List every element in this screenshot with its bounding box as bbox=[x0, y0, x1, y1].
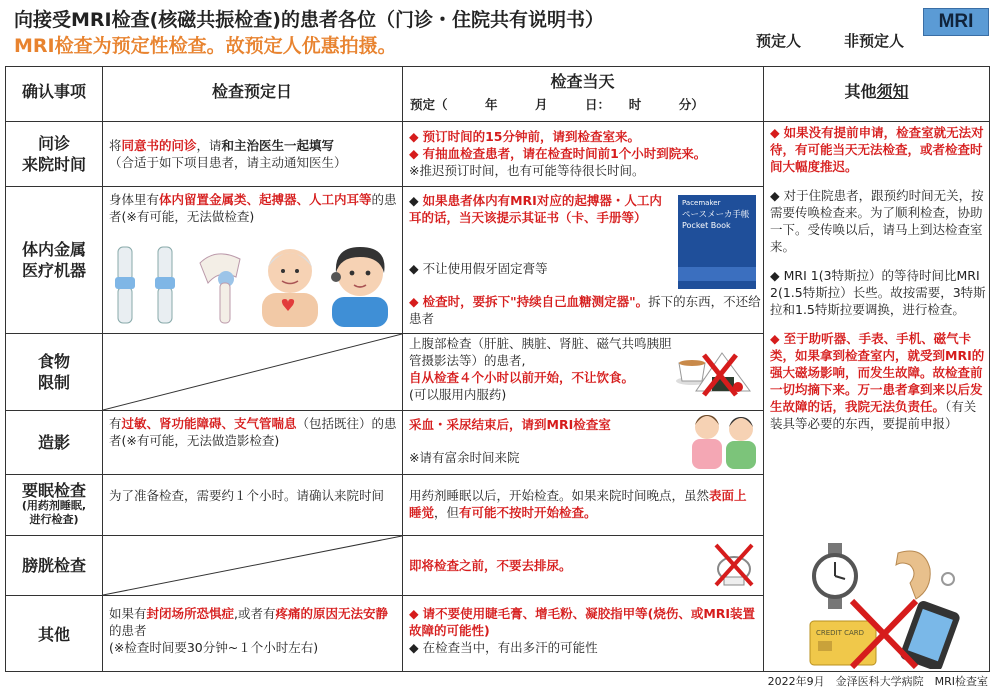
contrast-scheduled: 有过敏、肾功能障碍、支气管喘息（包括既往）的患者(※有可能，无法做造影检查) bbox=[109, 416, 397, 448]
sedation-day: 用药剂睡眠以后，开始检查。如果来院时间晚点，虽然表面上睡觉，但有可能不按时开始检查。 bbox=[409, 488, 747, 520]
col-header-scheduled: 检查预定日 bbox=[211, 82, 292, 101]
col-header-day: 检查当天 bbox=[550, 72, 615, 91]
option-walkin: 非预定人 bbox=[844, 32, 905, 50]
pacemaker-handbook-image: Pacemaker ペースメーカ手帳 Pocket Book bbox=[678, 195, 756, 289]
visit-scheduled: 将同意书的问诊，请和主治医生一起填写 （合适于如下项目患者，请主动通知医生） bbox=[109, 138, 347, 170]
row-label-food: 食物 限制 bbox=[37, 352, 70, 392]
info-table bbox=[5, 66, 990, 672]
implant-illustrations bbox=[110, 243, 396, 329]
option-reserved: 预定人 bbox=[756, 32, 802, 50]
credit-card-label: CREDIT CARD bbox=[816, 629, 865, 637]
food-day: 上腹部检查（肝脏、胰脏、肾脏、磁气共鸣胰胆管摄影法等）的患者, 自从检查４个小时以前开始，不让饮食。 (可以服用内服药) bbox=[409, 336, 672, 402]
page-subtitle: MRI检查为预定性检查。故预定人优惠拍摄。 bbox=[14, 35, 397, 57]
toilet-icon bbox=[718, 557, 750, 585]
col-header-item: 确认事项 bbox=[21, 82, 86, 101]
metal-day-2: ◆ 不让使用假牙固定膏等 bbox=[409, 261, 548, 276]
other-scheduled: 如果有封闭场所恐惧症,或者有疼痛的原因无法安静的患者 (※检查时间要30分钟~１个小时左右) bbox=[109, 606, 389, 655]
knee-implant-icon bbox=[155, 247, 175, 323]
metal-day-1: ◆ 如果患者体内有MRI对应的起搏器・人工内耳的话，当天该提示其证书（卡、手册等） bbox=[409, 193, 662, 225]
contrast-day-1: 采血・采尿结束后，请到MRI检查室 bbox=[409, 417, 611, 432]
col-header-other: 其他须知 bbox=[844, 82, 909, 101]
hip-implant-icon bbox=[200, 254, 240, 323]
watch-icon bbox=[814, 543, 856, 609]
prohibited-items-illustration bbox=[806, 543, 982, 669]
credit-card-icon bbox=[810, 621, 876, 665]
sedation-scheduled: 为了准备检查，需要约１个小时。请确认来院时间 bbox=[109, 488, 385, 503]
knee-implant-icon bbox=[115, 247, 135, 323]
mri-badge: MRI bbox=[923, 8, 989, 36]
row-label-other: 其他 bbox=[37, 624, 70, 644]
empty-cell-slash bbox=[103, 334, 402, 410]
row-label-visit: 问诊 来院时间 bbox=[21, 134, 86, 174]
bladder-day: 即将检查之前，不要去排尿。 bbox=[409, 558, 572, 573]
empty-cell-slash bbox=[103, 536, 402, 595]
row-label-sedation: 要眠检查 (用药剂睡眠, 进行检查) bbox=[21, 481, 87, 526]
cochlear-implant-boy-icon bbox=[331, 247, 388, 327]
row-label-metal: 体内金属 医疗机器 bbox=[21, 240, 86, 280]
row-label-contrast: 造影 bbox=[37, 433, 70, 452]
hearing-aid-icon bbox=[896, 551, 954, 599]
no-toilet-illustration bbox=[712, 541, 756, 589]
page-title: 向接受MRI检查(核磁共振检查)的患者各位（门诊・住院共有说明书） bbox=[14, 9, 604, 31]
contrast-day-2: ※请有富余时间来院 bbox=[409, 450, 520, 465]
metal-scheduled: 身体里有体内留置金属类、起搏器、人工内耳等的患者(※有可能，无法做检查) bbox=[109, 192, 397, 224]
metal-day-3: ◆ 检查时，要拆下"持续自己血糖测定器"。拆下的东西，不还给患者 bbox=[409, 294, 761, 326]
footer-credit: 2022年9月 金泽医科大学病院 MRI检查室 bbox=[767, 675, 988, 688]
other-day: ◆ 请不要使用睫毛膏、增毛粉、凝胶指甲等(烧伤、或MRI装置故障的可能性) ◆ 在检查当中，有出多汗的可能性 bbox=[409, 606, 756, 655]
no-food-illustration bbox=[674, 347, 760, 399]
pacemaker-patient-icon bbox=[262, 249, 318, 327]
visit-day: ◆ 预订时间的15分钟前，请到检查室来。 ◆ 有抽血检查患者，请在检查时间前1个小时到院来。 ※推迟预订时间，也有可能等待很长时间。 bbox=[409, 129, 707, 178]
nurse-icon bbox=[692, 415, 722, 469]
notes-column: ◆ 如果没有提前申请，检查室就无法对待，有可能当天无法检查，或者检查时间大幅度推迟。 ◆ 对于住院患者，跟预约时间无关，按需要传唤检查来。为了顺利检查，协助一下。受传唤以后，请马上到达检查室来。 ◆ MRI 1(3特斯拉）的等待时间比MRI 2(1.5特斯拉）长些。故按需要，3特斯拉和1.5特斯拉要调换，进行检查。 ◆ 至于助听器、手表、手机、磁气卡类，如果拿到检查室内，就受到MRI的强大磁场影响，而发生故障。故检查前一切均摘下来。万一患者拿到来以后发生故障的话，我院无法负责任。（有关装具等必要的东西，要提前申报） bbox=[770, 125, 986, 431]
row-label-bladder: 膀胱检查 bbox=[21, 556, 86, 575]
patient-icon bbox=[726, 417, 756, 469]
blood-draw-illustration bbox=[690, 407, 758, 471]
col-header-day-sub: 预定（ 年 月 日： 时 分） bbox=[410, 97, 704, 112]
